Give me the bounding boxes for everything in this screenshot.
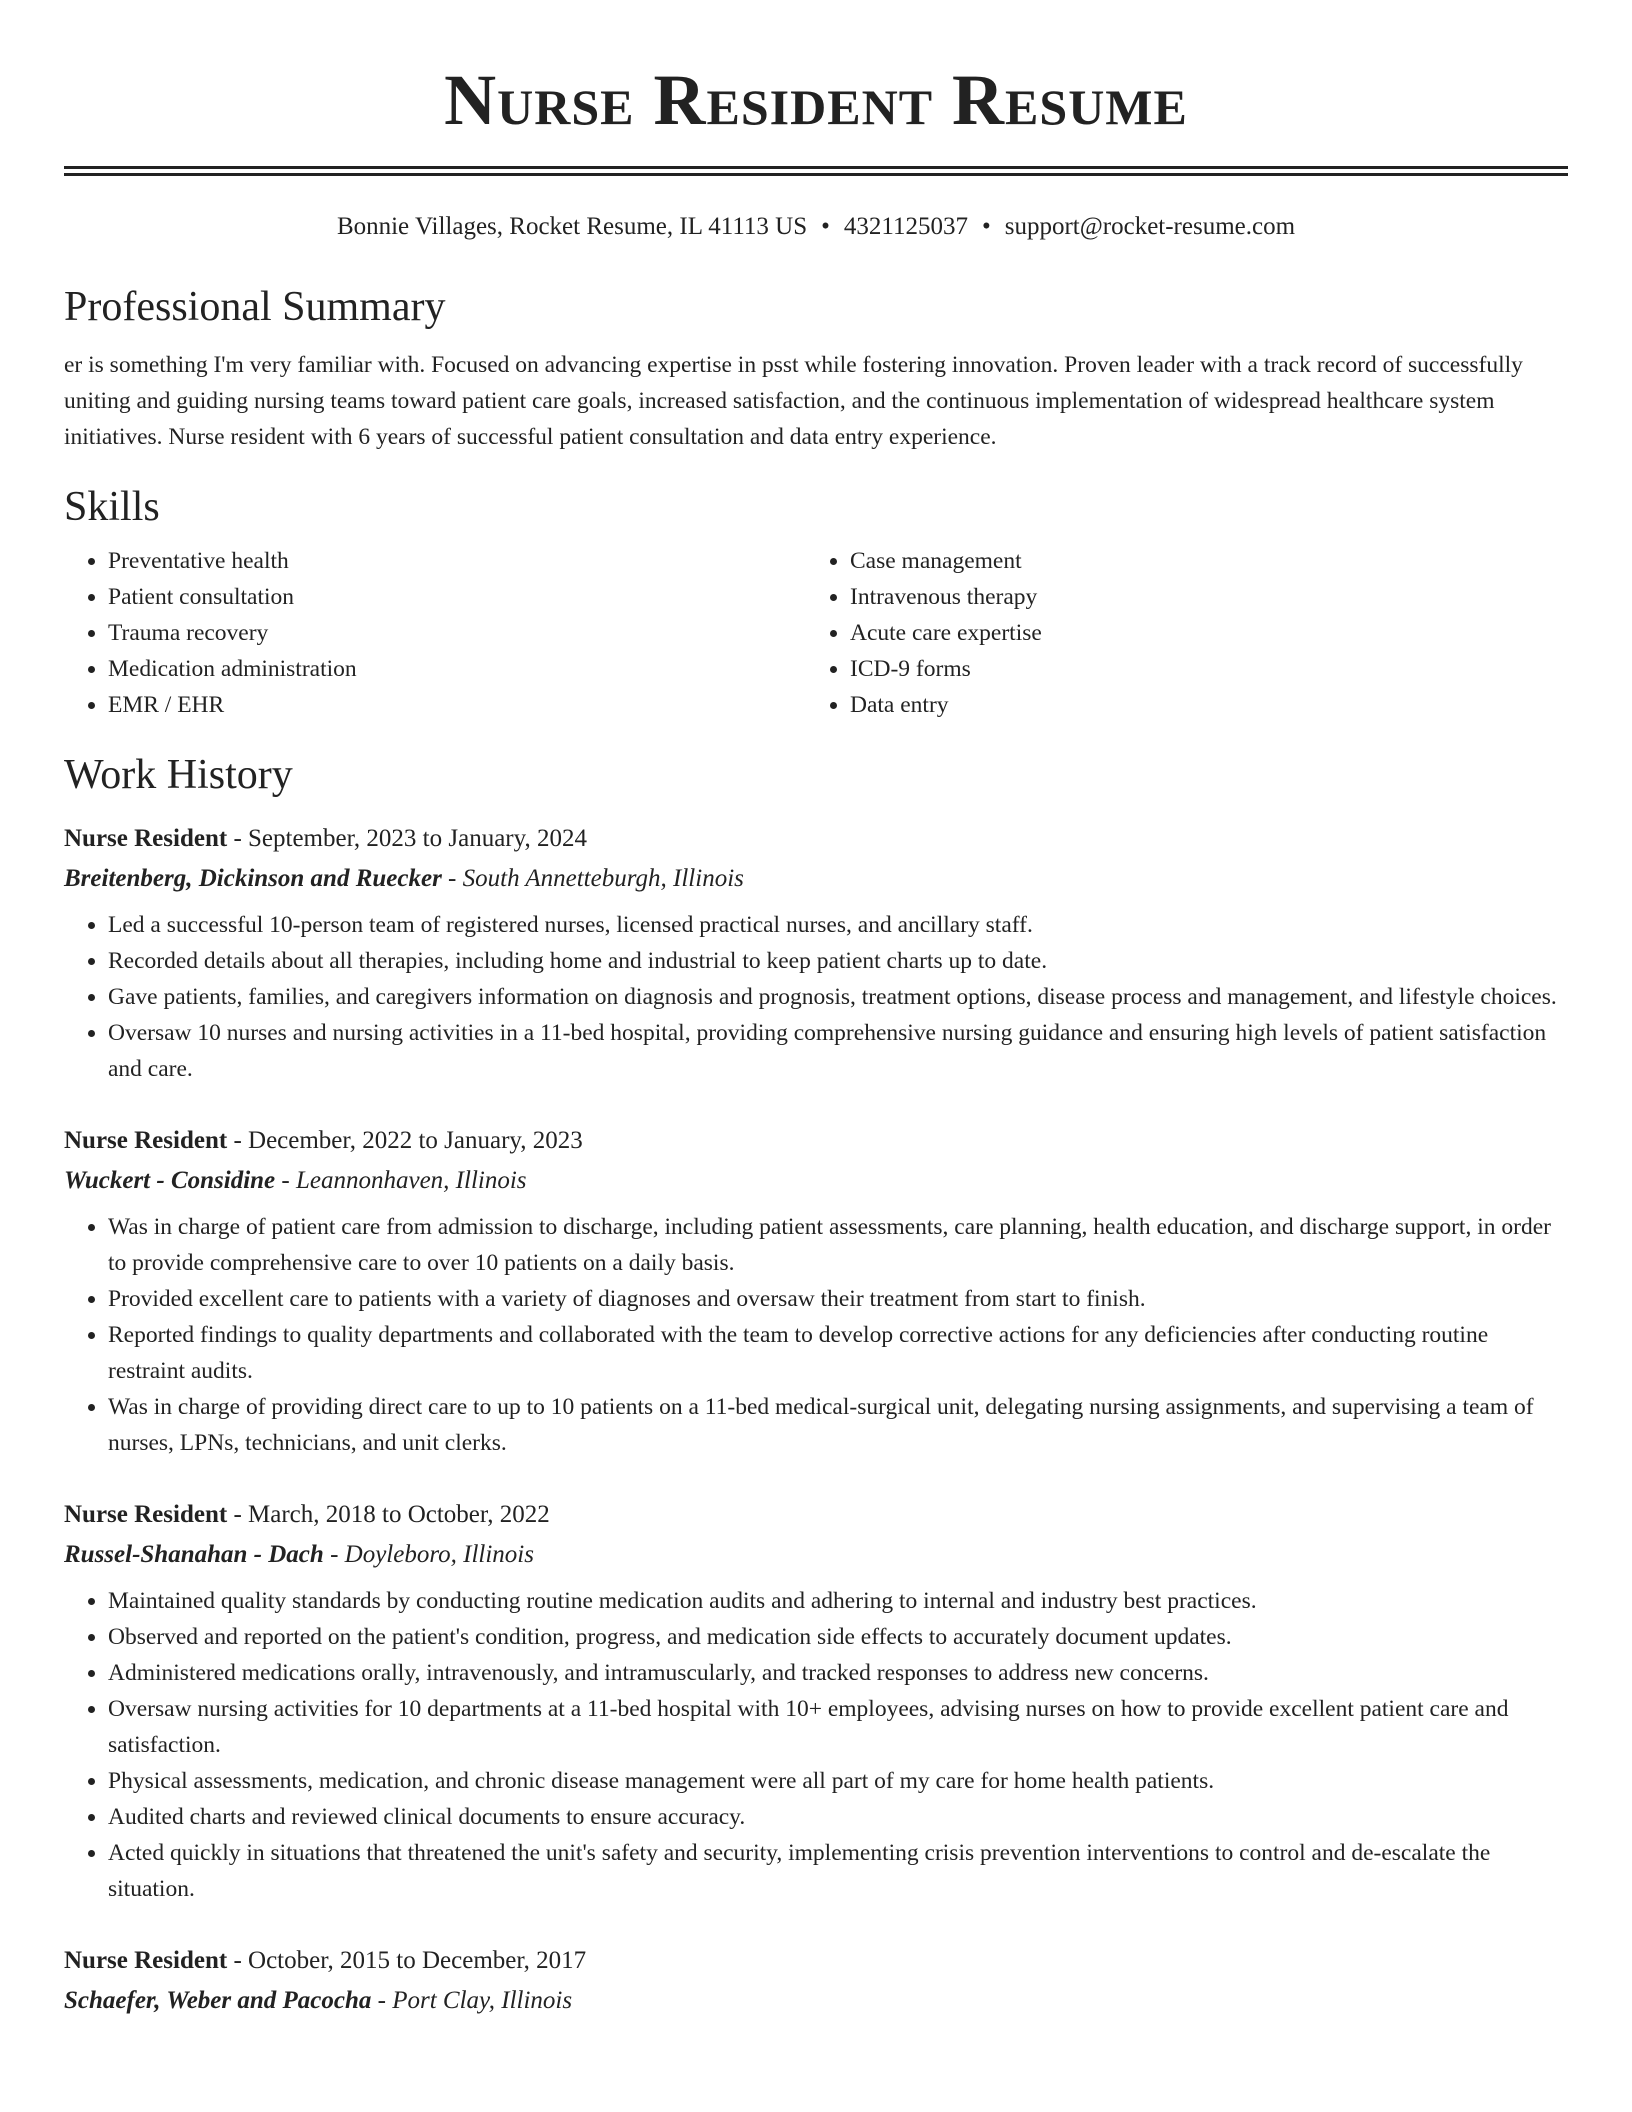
job-bullet: • Observed and reported on the patient's condition, progress, and medication side effects to accurately document updates.	[108, 1619, 1568, 1655]
job-bullet: • Physical assessments, medication, and chronic disease management were all part of my care for home health patients.	[108, 1763, 1568, 1799]
job-bullet: • Led a successful 10-person team of registered nurses, licensed practical nurses, and ancillary staff.	[108, 907, 1568, 943]
skill-item: • ICD-9 forms	[850, 651, 1548, 687]
skill-item: • Trauma recovery	[108, 615, 806, 651]
work-history-heading: Work History	[64, 752, 293, 798]
job-dash: -	[233, 1501, 242, 1528]
contact-phone: 4321125037	[843, 213, 968, 240]
job-dates: October, 2015 to December, 2017	[248, 1947, 587, 1974]
job-title: Nurse Resident	[64, 1127, 228, 1154]
skill-item: • Preventative health	[108, 543, 806, 579]
employer-line	[64, 859, 1568, 899]
job-bullet: • Administered medications orally, intravenously, and intramuscularly, and tracked responses to address new concerns.	[108, 1655, 1568, 1691]
job-bullets	[64, 1209, 1568, 1461]
job-dates: December, 2022 to January, 2023	[248, 1127, 583, 1154]
job-title-line	[64, 1121, 1568, 1161]
job-dash: -	[448, 865, 457, 892]
job-bullet: • Was in charge of providing direct care to up to 10 patients on a 11-bed medical-surgical unit, delegating nursing assignments, and supervising a team of nurses, LPNs, technicians, and unit clerks.	[108, 1389, 1568, 1461]
job-title: Nurse Resident	[64, 1501, 228, 1528]
employer-name: Russel-Shanahan - Dach	[64, 1541, 324, 1568]
skills-list	[64, 543, 1568, 723]
job-dash: -	[233, 1127, 242, 1154]
job-dash: -	[233, 825, 242, 852]
employer-name: Breitenberg, Dickinson and Ruecker	[64, 865, 442, 892]
summary-text: er is something I'm very familiar with. Focused on advancing expertise in psst while fostering innovation. Proven leader with a track record of successfully uniting and guiding nursing teams toward patient care goals, increased satisfaction, and the continuous implementation of widespread healthcare system initiatives. Nurse resident with 6 years of successful patient consultation and data entry experience.	[64, 352, 1523, 450]
job-location: South Annetteburgh, Illinois	[462, 865, 744, 892]
skills-heading: Skills	[64, 484, 160, 530]
skills-column-right	[806, 543, 1548, 723]
job-bullet: • Maintained quality standards by conducting routine medication audits and adhering to internal and industry best practices.	[108, 1583, 1568, 1619]
skill-item: • Patient consultation	[108, 579, 806, 615]
job-dash: -	[377, 1987, 386, 2014]
contact-separator: •	[821, 213, 830, 240]
job-bullet: • Gave patients, families, and caregivers information on diagnosis and prognosis, treatment options, disease process and management, and lifestyle choices.	[108, 979, 1568, 1015]
job-bullet: • Recorded details about all therapies, including home and industrial to keep patient charts up to date.	[108, 943, 1568, 979]
job-title-line	[64, 819, 1568, 859]
job-bullet: • Provided excellent care to patients with a variety of diagnoses and oversaw their treatment from start to finish.	[108, 1281, 1568, 1317]
job-bullets	[64, 907, 1568, 1087]
skill-item: • EMR / EHR	[108, 687, 806, 723]
skill-item: • Medication administration	[108, 651, 806, 687]
job-bullets	[64, 1583, 1568, 1907]
job-bullet: • Oversaw nursing activities for 10 departments at a 11-bed hospital with 10+ employees, advising nurses on how to provide excellent patient care and satisfaction.	[108, 1691, 1568, 1763]
job-bullet: • Audited charts and reviewed clinical documents to ensure accuracy.	[108, 1799, 1568, 1835]
job-entry	[64, 1121, 1568, 1461]
employer-name: Wuckert - Considine	[64, 1167, 276, 1194]
job-location: Doyleboro, Illinois	[344, 1541, 534, 1568]
job-dates: September, 2023 to January, 2024	[248, 825, 587, 852]
job-bullet: • Oversaw 10 nurses and nursing activities in a 11-bed hospital, providing comprehensive nursing guidance and ensuring high levels of patient satisfaction and care.	[108, 1015, 1568, 1087]
contact-address: Bonnie Villages, Rocket Resume, IL 41113 US	[336, 213, 808, 240]
job-dash: -	[281, 1167, 290, 1194]
contact-email: support@rocket-resume.com	[1004, 213, 1296, 240]
job-bullet: • Acted quickly in situations that threatened the unit's safety and security, implementing crisis prevention interventions to control and de-escalate the situation.	[108, 1835, 1568, 1907]
contact-separator: •	[981, 213, 991, 240]
employer-name: Schaefer, Weber and Pacocha	[64, 1987, 372, 2014]
job-title: Nurse Resident	[64, 825, 228, 852]
job-bullet: • Reported findings to quality departments and collaborated with the team to develop corrective actions for any deficiencies after conducting routine restraint audits.	[108, 1317, 1568, 1389]
job-location: Port Clay, Illinois	[392, 1987, 573, 2014]
employer-line	[64, 1535, 1568, 1575]
job-entry	[64, 819, 1568, 1087]
skill-item: • Data entry	[850, 687, 1548, 723]
job-title: Nurse Resident	[64, 1947, 228, 1974]
job-entry	[64, 1941, 1568, 2021]
job-title-line	[64, 1941, 1568, 1981]
resume-title: Nurse Resident Resume	[444, 60, 1188, 140]
skill-item: • Acute care expertise	[850, 615, 1548, 651]
summary-heading: Professional Summary	[64, 284, 446, 330]
job-entry	[64, 1495, 1568, 1907]
job-location: Leannonhaven, Illinois	[295, 1167, 527, 1194]
job-bullet: • Was in charge of patient care from admission to discharge, including patient assessments, care planning, health education, and discharge support, in order to provide comprehensive care to over 10 patients on a daily basis.	[108, 1209, 1568, 1281]
job-title-line	[64, 1495, 1568, 1535]
job-dates: March, 2018 to October, 2022	[248, 1501, 550, 1528]
employer-line	[64, 1161, 1568, 1201]
skills-column-left	[64, 543, 806, 723]
skill-item: • Case management	[850, 543, 1548, 579]
job-dash: -	[330, 1541, 339, 1568]
contact-line	[64, 211, 1568, 243]
job-dash: -	[233, 1947, 242, 1974]
skill-item: • Intravenous therapy	[850, 579, 1548, 615]
title-divider	[64, 166, 1568, 176]
employer-line	[64, 1981, 1568, 2021]
